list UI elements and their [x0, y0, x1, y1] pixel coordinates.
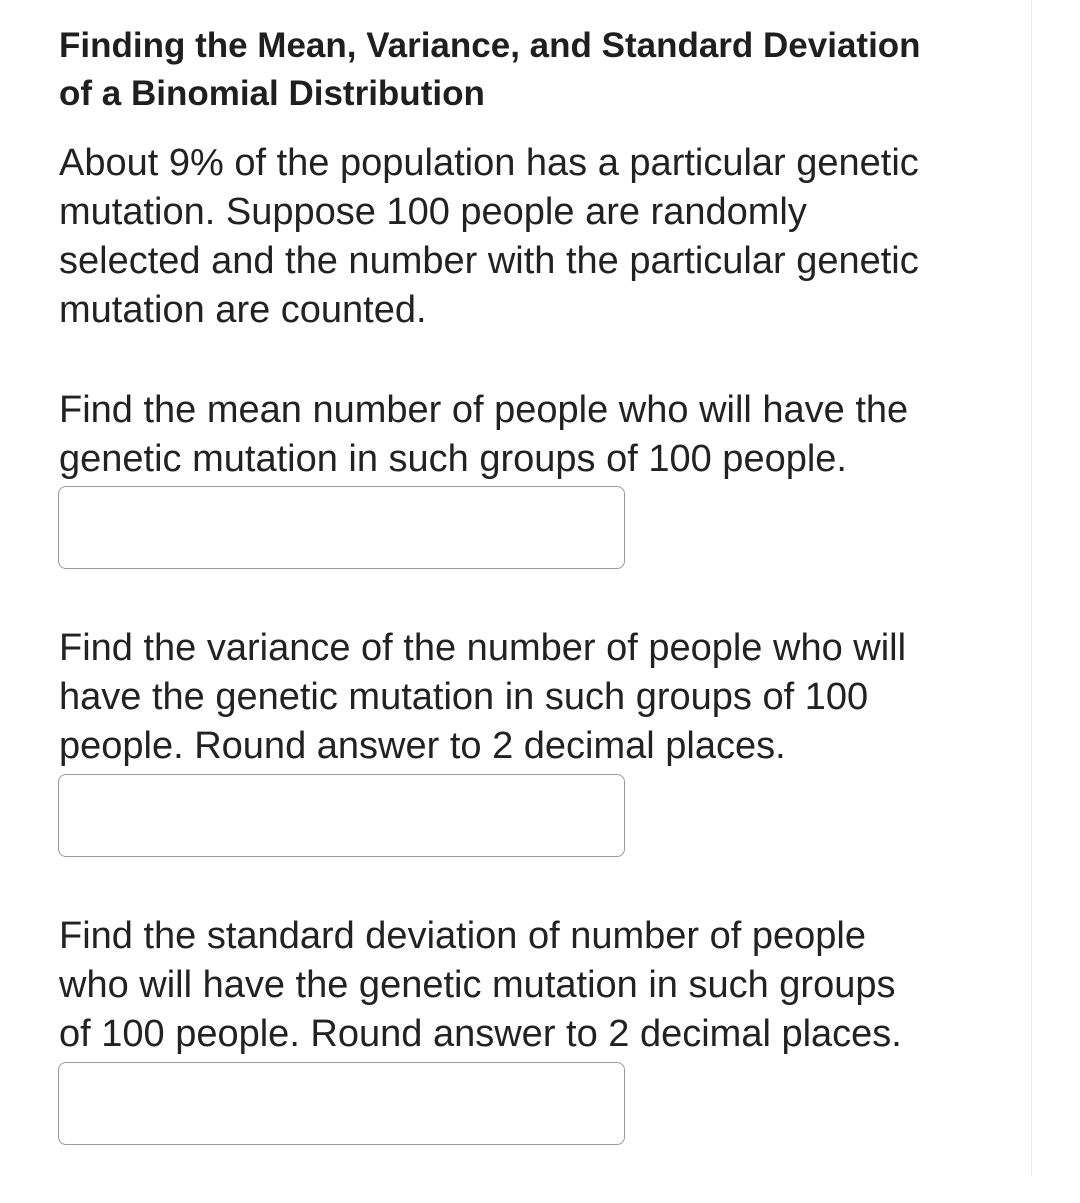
title-line-1: Finding the Mean, Variance, and Standard Deviation	[59, 26, 921, 65]
problem-statement	[59, 139, 1024, 335]
question-variance-line-2: have the genetic mutation in such groups of 100	[59, 676, 869, 718]
question-mean	[59, 386, 1024, 484]
intro-line-4: mutation are counted.	[59, 289, 427, 331]
question-mean-line-1: Find the mean number of people who will have the	[59, 389, 909, 431]
question-sd-line-3: of 100 people. Round answer to 2 decimal places.	[59, 1013, 902, 1055]
question-variance-line-1: Find the variance of the number of people who will	[59, 627, 907, 669]
mean-answer-input[interactable]	[58, 486, 625, 569]
title-line-2: of a Binomial Distribution	[59, 74, 485, 113]
question-sd-line-1: Find the standard deviation of number of people	[59, 915, 866, 957]
question-standard-deviation	[59, 912, 1024, 1059]
intro-line-2: mutation. Suppose 100 people are randomly	[59, 191, 807, 233]
page-title	[59, 22, 1029, 118]
question-mean-line-2: genetic mutation in such groups of 100 people.	[59, 438, 847, 480]
intro-line-3: selected and the number with the particular genetic	[59, 240, 919, 282]
page-edge-divider	[1031, 0, 1032, 1176]
variance-answer-input[interactable]	[58, 774, 625, 857]
intro-line-1: About 9% of the population has a particular genetic	[59, 142, 919, 184]
question-variance-line-3: people. Round answer to 2 decimal places.	[59, 725, 786, 767]
question-sd-line-2: who will have the genetic mutation in such groups	[59, 964, 896, 1006]
standard-deviation-answer-input[interactable]	[58, 1062, 625, 1145]
question-variance	[59, 624, 1024, 771]
